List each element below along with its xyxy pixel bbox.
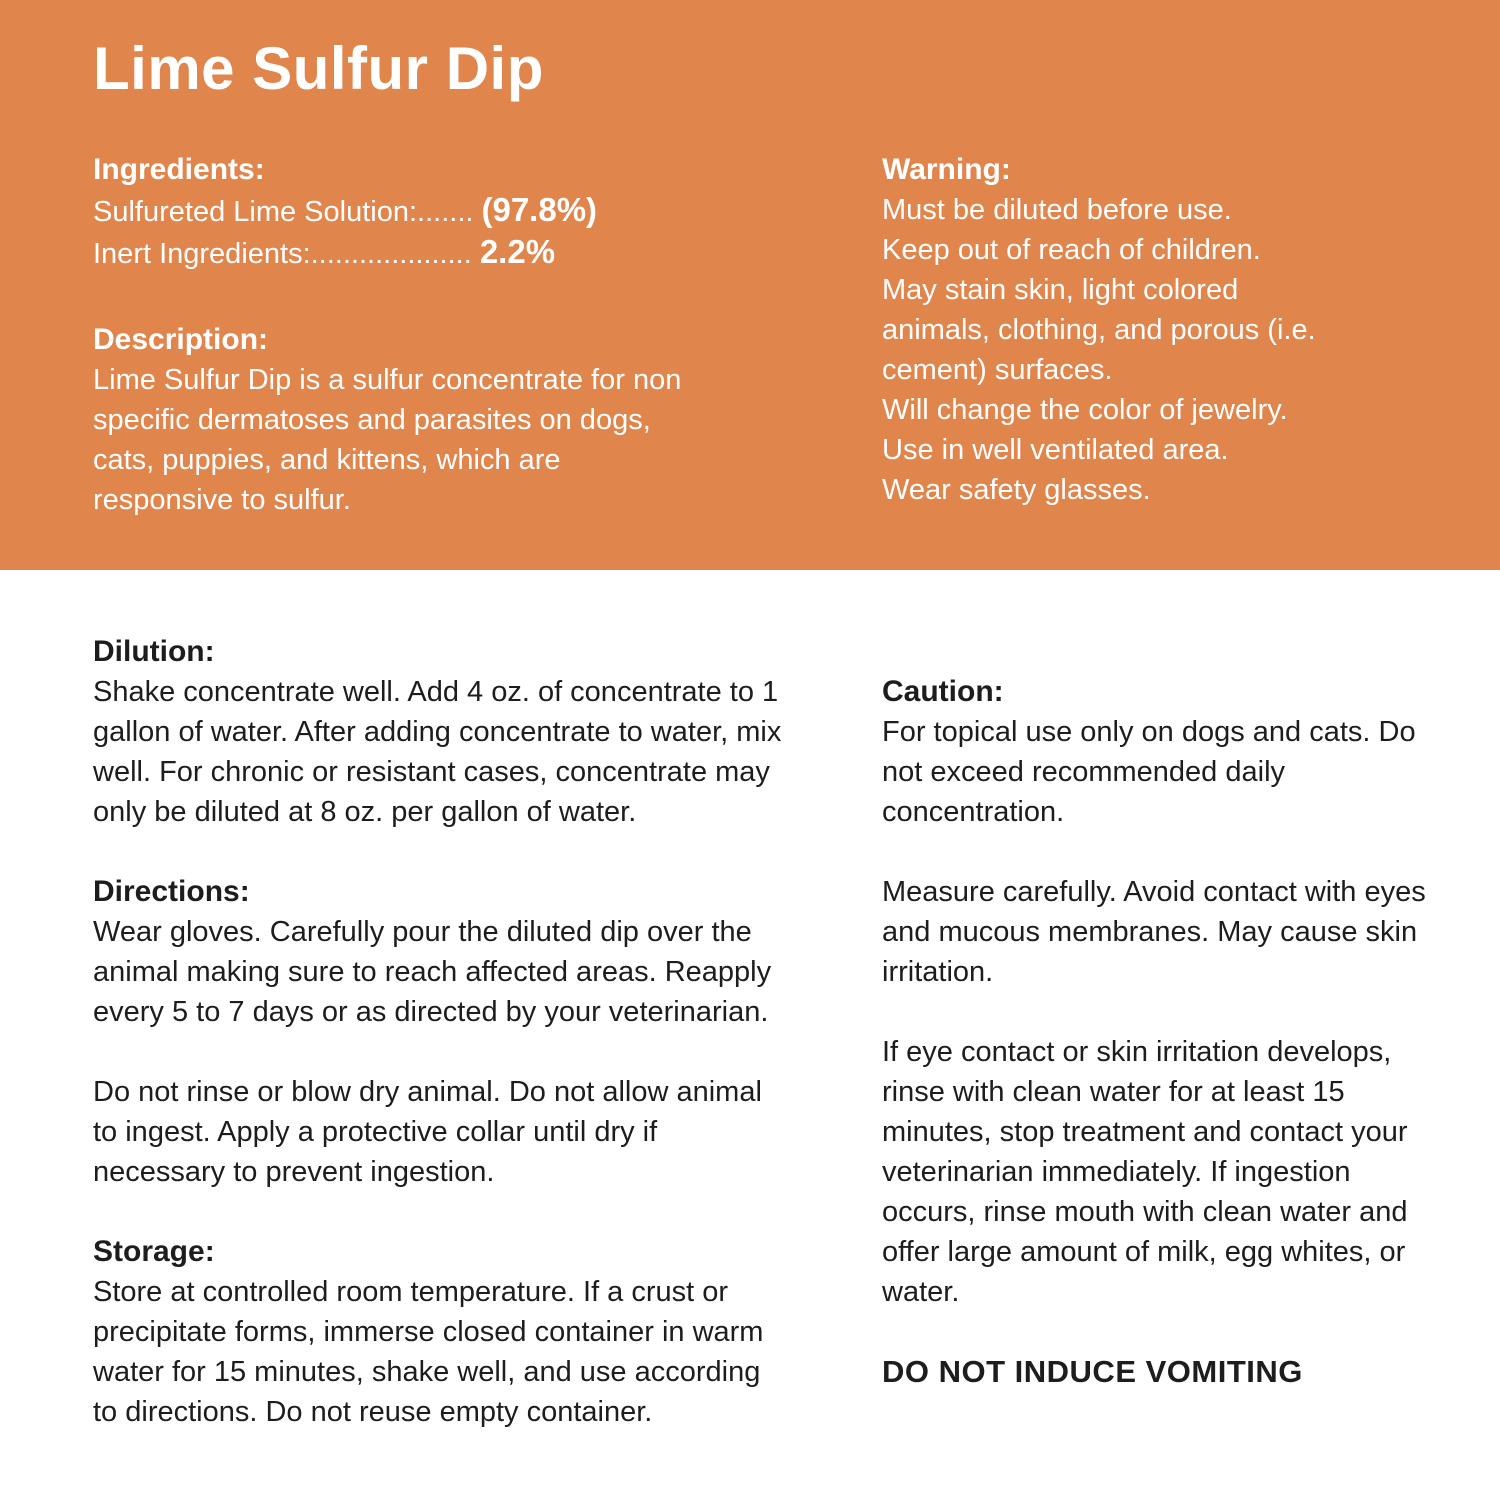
text-line: offer large amount of milk, egg whites, or — [882, 1236, 1406, 1268]
text-line: Store at controlled room temperature. If a crust or — [93, 1276, 729, 1308]
text-line: necessary to prevent ingestion. — [93, 1156, 495, 1188]
text-line: veterinarian immediately. If ingestion — [882, 1156, 1351, 1188]
caution-heading: Caution: — [882, 675, 1004, 708]
text-line: cats, puppies, and kittens, which are — [93, 444, 561, 476]
text-line: every 5 to 7 days or as directed by your veterinarian. — [93, 996, 769, 1028]
ingredient-row — [93, 190, 733, 232]
description-text — [93, 360, 733, 520]
vomiting-warning: DO NOT INDUCE VOMITING — [882, 1354, 1303, 1389]
text-line: gallon of water. After adding concentrate to water, mix — [93, 716, 782, 748]
text-line: Keep out of reach of children. — [882, 234, 1261, 266]
dilution-text — [93, 672, 853, 832]
ingredient-row — [93, 232, 733, 274]
text-line: Lime Sulfur Dip is a sulfur concentrate for non — [93, 364, 682, 396]
warning-text — [882, 190, 1352, 510]
ingredient-label: Sulfureted Lime Solution:....... — [93, 196, 482, 228]
storage-heading: Storage: — [93, 1235, 215, 1268]
text-line: animal making sure to reach affected areas. Reapply — [93, 956, 772, 988]
text-line: Use in well ventilated area. — [882, 434, 1229, 466]
header-right-column — [882, 150, 1352, 510]
storage-text — [93, 1272, 853, 1432]
directions-heading: Directions: — [93, 875, 250, 908]
text-line: to directions. Do not reuse empty container. — [93, 1396, 653, 1428]
caution-paragraph-2 — [882, 872, 1427, 992]
text-line: Do not rinse or blow dry animal. Do not allow animal — [93, 1076, 762, 1108]
directions-paragraph-2 — [93, 1072, 853, 1192]
text-line: Must be diluted before use. — [882, 194, 1232, 226]
text-line: water. — [882, 1276, 960, 1308]
text-line: minutes, stop treatment and contact your — [882, 1116, 1408, 1148]
text-line: Will change the color of jewelry. — [882, 394, 1288, 426]
text-line: rinse with clean water for at least 15 — [882, 1076, 1345, 1108]
text-line: Shake concentrate well. Add 4 oz. of concentrate to 1 — [93, 676, 779, 708]
ingredients-heading: Ingredients: — [93, 153, 265, 186]
header-left-column — [93, 150, 733, 520]
header-band — [0, 0, 1500, 570]
text-line: cement) surfaces. — [882, 354, 1113, 386]
text-line: concentration. — [882, 796, 1065, 828]
text-line: not exceed recommended daily — [882, 756, 1286, 788]
text-line: specific dermatoses and parasites on dogs, — [93, 404, 651, 436]
text-line: Wear safety glasses. — [882, 474, 1151, 506]
text-line: irritation. — [882, 956, 994, 988]
directions-paragraph-1 — [93, 912, 853, 1032]
product-title: Lime Sulfur Dip — [93, 35, 544, 102]
text-line: to ingest. Apply a protective collar until dry if — [93, 1116, 658, 1148]
text-line: only be diluted at 8 oz. per gallon of water. — [93, 796, 637, 828]
dilution-heading: Dilution: — [93, 635, 215, 668]
ingredient-value: (97.8%) — [481, 191, 598, 228]
text-line: Measure carefully. Avoid contact with eyes — [882, 876, 1426, 908]
text-line: Wear gloves. Carefully pour the diluted dip over the — [93, 916, 752, 948]
warning-heading: Warning: — [882, 153, 1011, 186]
bottom-right-column — [882, 672, 1427, 1392]
caution-paragraph-3 — [882, 1032, 1427, 1312]
description-heading: Description: — [93, 323, 269, 356]
text-line: For topical use only on dogs and cats. Do — [882, 716, 1416, 748]
text-line: May stain skin, light colored — [882, 274, 1239, 306]
text-line: If eye contact or skin irritation develops, — [882, 1036, 1392, 1068]
text-line: and mucous membranes. May cause skin — [882, 916, 1418, 948]
bottom-left-column — [93, 632, 853, 1432]
text-line: responsive to sulfur. — [93, 484, 351, 516]
text-line: well. For chronic or resistant cases, concentrate may — [93, 756, 770, 788]
caution-paragraph-1 — [882, 712, 1427, 832]
text-line: water for 15 minutes, shake well, and use according — [93, 1356, 761, 1388]
text-line: animals, clothing, and porous (i.e. — [882, 314, 1316, 346]
text-line: occurs, rinse mouth with clean water and — [882, 1196, 1408, 1228]
ingredient-value: 2.2% — [479, 233, 556, 270]
text-line: precipitate forms, immerse closed container in warm — [93, 1316, 764, 1348]
ingredient-label: Inert Ingredients:.................... — [93, 238, 480, 270]
